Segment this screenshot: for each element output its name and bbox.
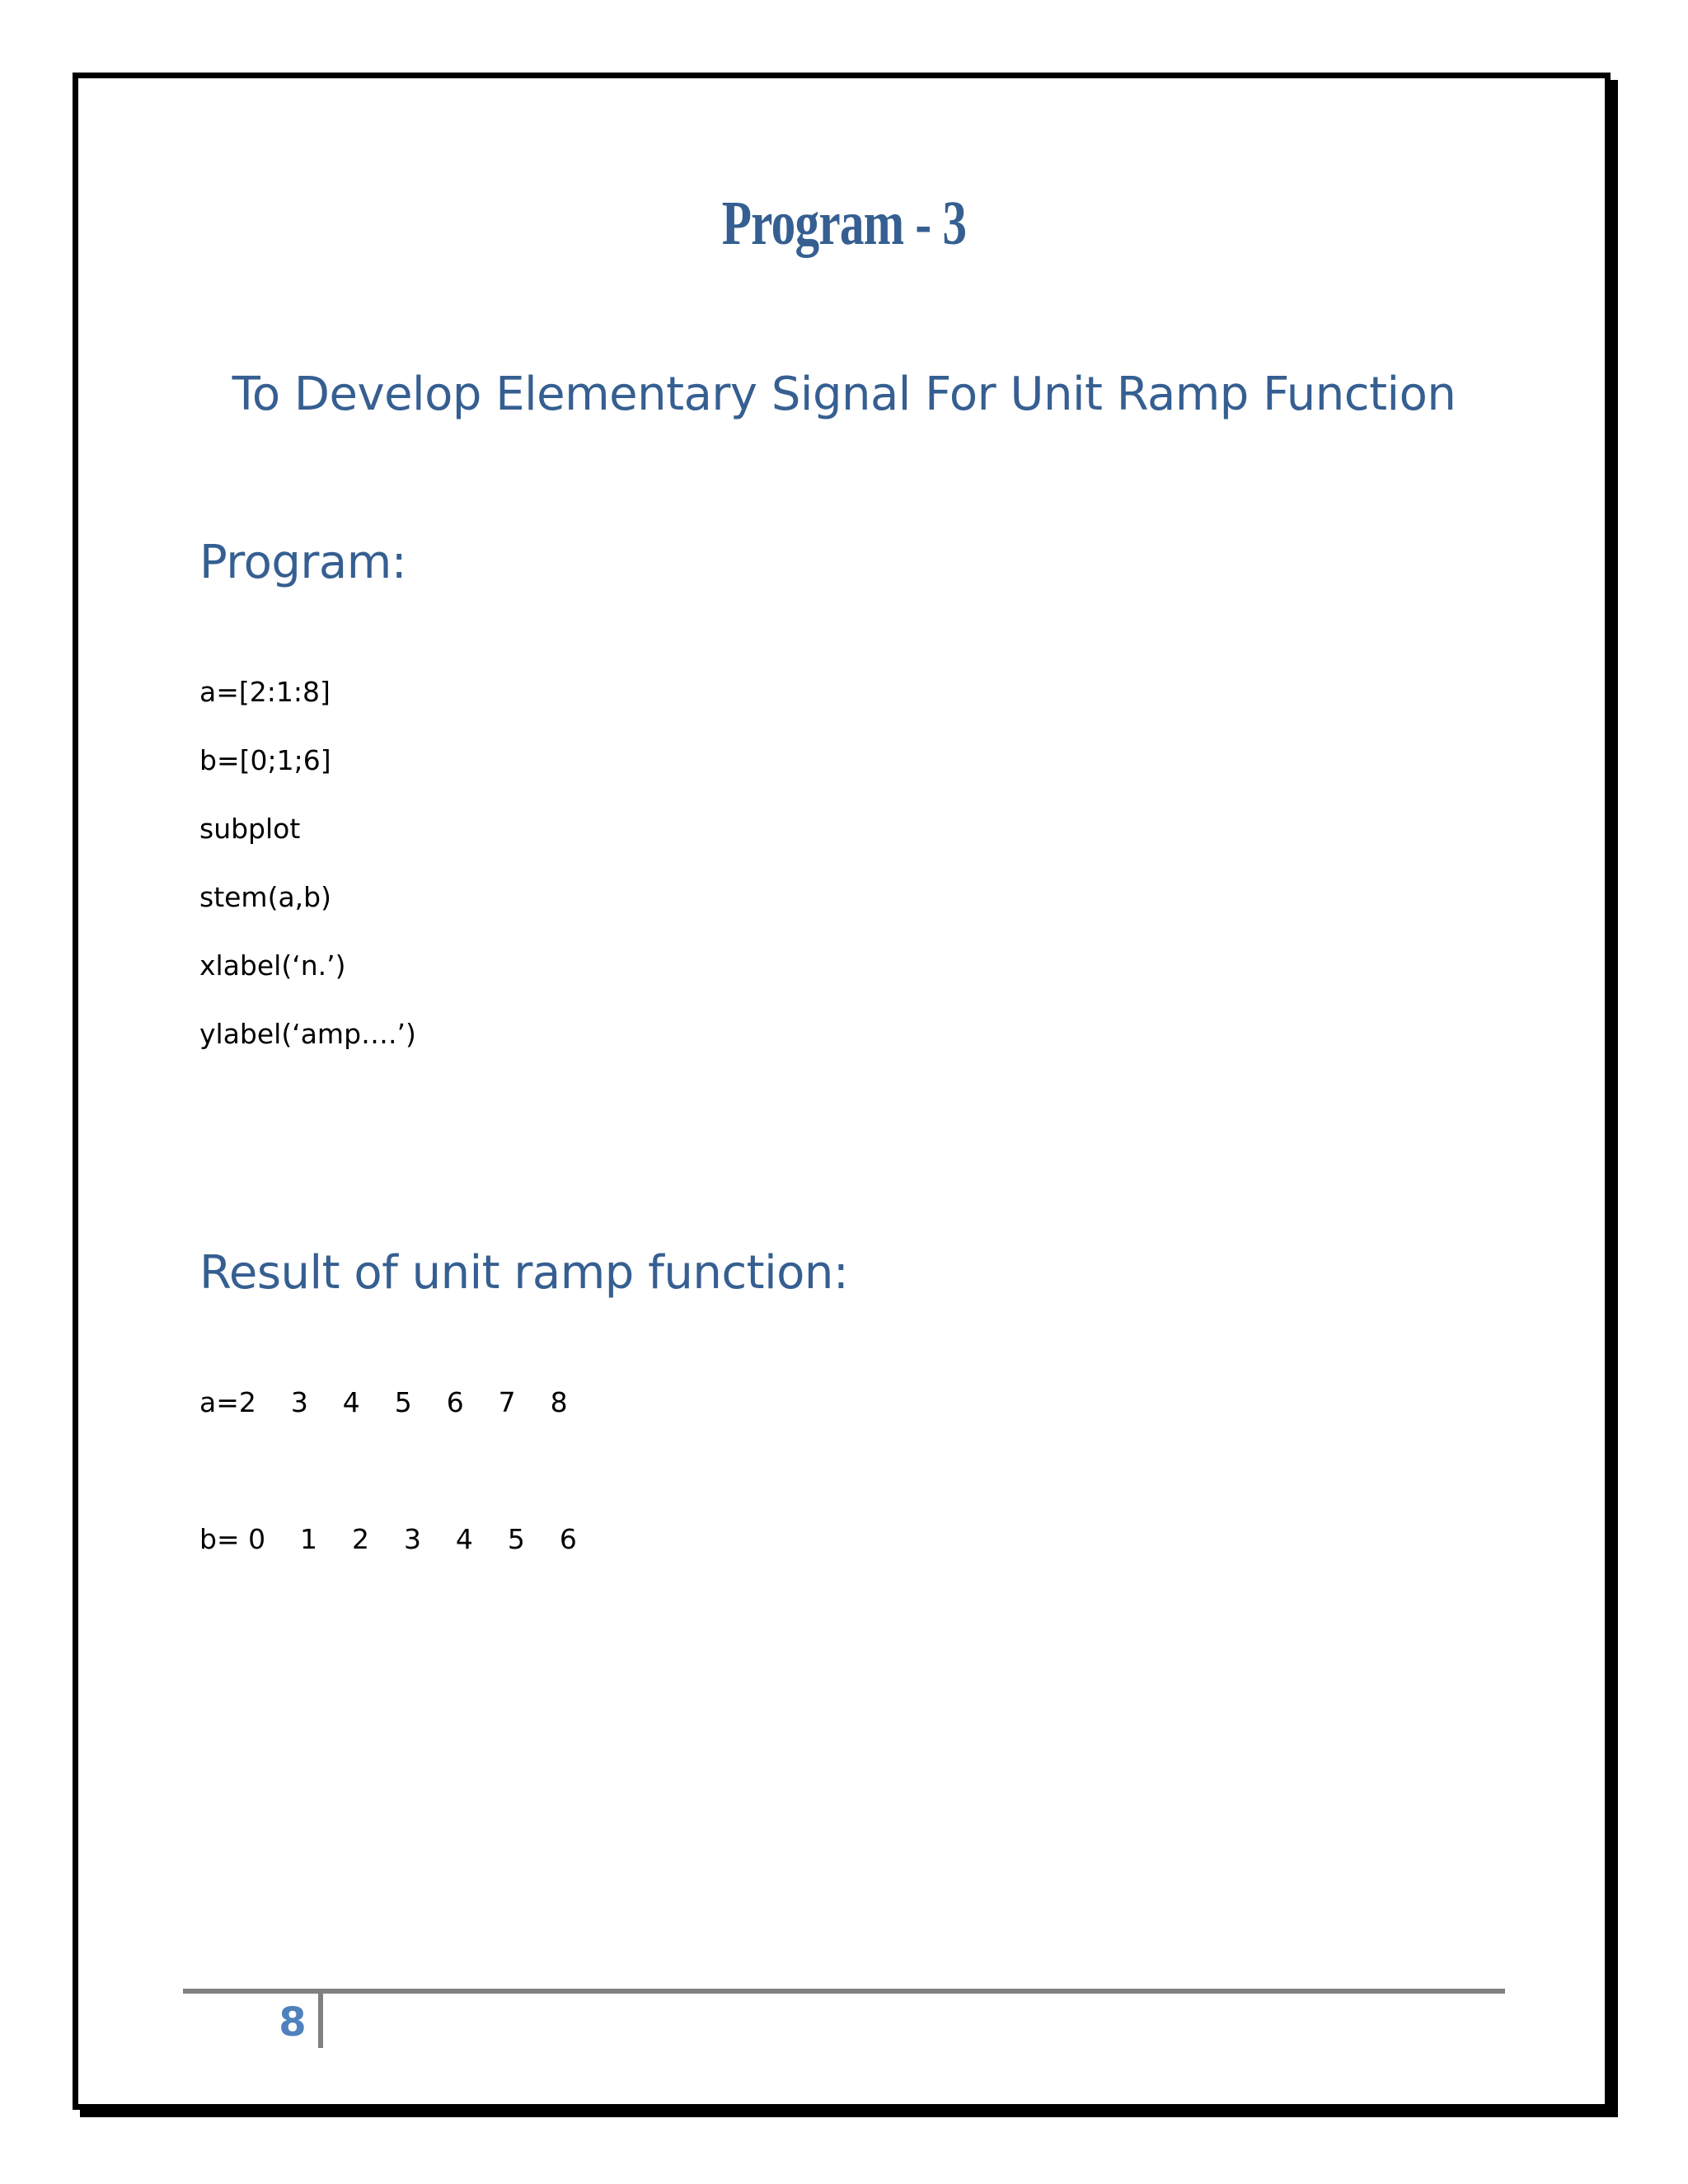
- result-line-b: b= 0 1 2 3 4 5 6: [199, 1523, 577, 1555]
- program-title: Program - 3: [721, 189, 967, 258]
- code-line: stem(a,b): [199, 881, 331, 913]
- code-line: a=[2:1:8]: [199, 676, 331, 708]
- footer-divider: [318, 1994, 323, 2048]
- code-line: xlabel(‘n.’): [199, 949, 346, 982]
- code-line: subplot: [199, 813, 301, 845]
- program-heading: Program:: [199, 536, 407, 589]
- code-line: ylabel(‘amp….’): [199, 1018, 416, 1050]
- result-line-a: a=2 3 4 5 6 7 8: [199, 1386, 568, 1418]
- page-number: 8: [279, 1999, 307, 2046]
- footer-rule: [183, 1989, 1505, 1994]
- page-subtitle: To Develop Elementary Signal For Unit Ramp Function: [232, 368, 1456, 421]
- code-line: b=[0;1;6]: [199, 744, 331, 776]
- result-heading: Result of unit ramp function:: [199, 1246, 849, 1300]
